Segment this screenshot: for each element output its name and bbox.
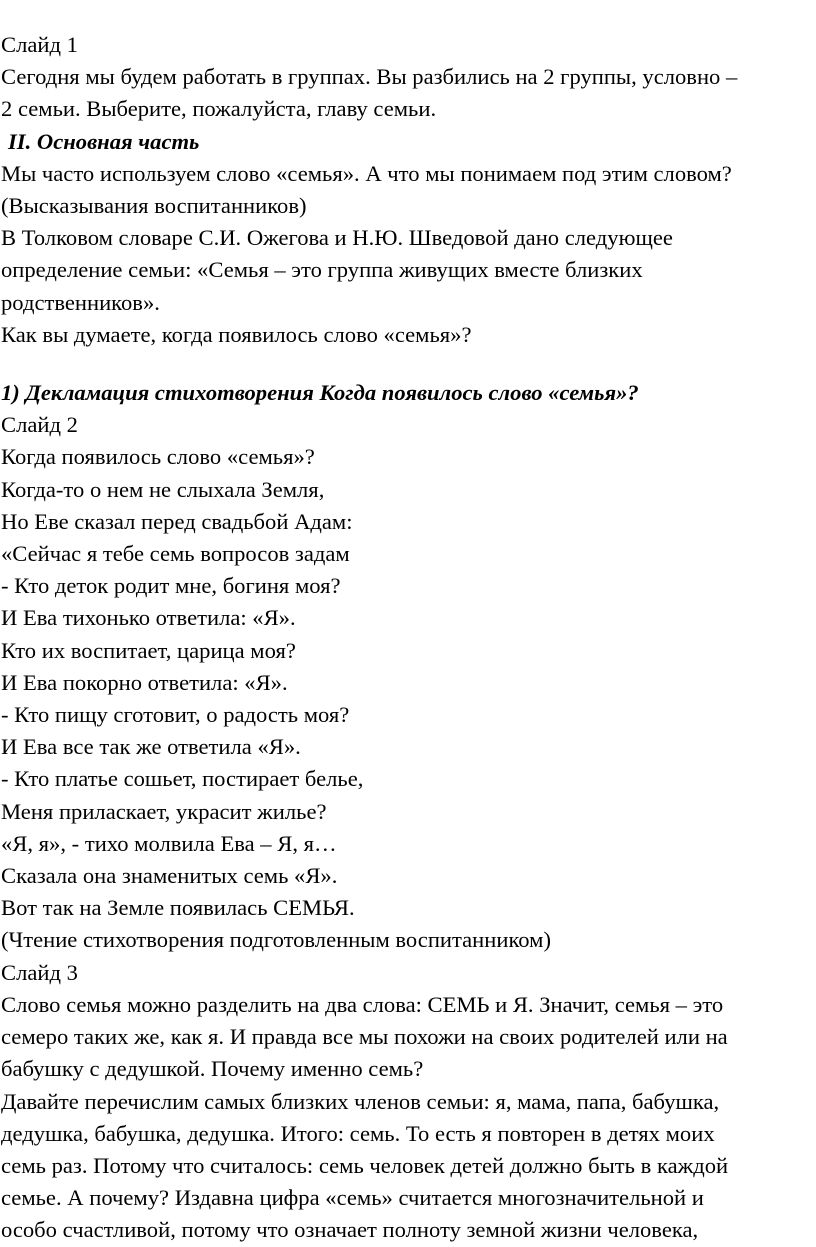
main-text-line: Мы часто используем слово «семья». А что мы понимаем под этим словом? (1, 160, 732, 186)
poem-line: И Ева покорно ответила: «Я». (1, 669, 288, 695)
slide-3-label: Слайд 3 (1, 959, 78, 985)
intro-line: Сегодня мы будем работать в группах. Вы разбились на 2 группы, условно – (1, 64, 738, 90)
paragraph-gap (0, 351, 816, 377)
poem-line: Вот так на Земле появилась СЕМЬЯ. (1, 895, 355, 921)
poem-line: «Я, я», - тихо молвила Ева – Я, я… (1, 830, 337, 856)
poem-line: И Ева тихонько ответила: «Я». (1, 605, 296, 631)
poem-line: Сказала она знаменитых семь «Я». (1, 863, 338, 889)
main-text-line: родственников». (1, 289, 160, 315)
slide-3-text-line: бабушку с дедушкой. Почему именно семь? (1, 1056, 424, 1082)
slide-3-text-line: дедушка, бабушка, дедушка. Итого: семь. То есть я повторен в детях моих (1, 1120, 715, 1146)
poem-line: Меня приласкает, украсит жилье? (1, 798, 327, 824)
slide-3-text-line: Давайте перечислим самых близких членов семьи: я, мама, папа, бабушка, (1, 1088, 720, 1114)
slide-3-text-line: особо счастливой, потому что означает полноту земной жизни человека, (1, 1217, 699, 1243)
poem-line: Но Еве сказал перед свадьбой Адам: (1, 508, 353, 534)
poem-heading: 1) Декламация стихотворения Когда появилось слово «семья»? (1, 380, 639, 406)
poem-line: Когда появилось слово «семья»? (1, 444, 315, 470)
poem-line: И Ева все так же ответила «Я». (1, 734, 301, 760)
poem-line: - Кто пищу сготовит, о радость моя? (1, 702, 350, 728)
main-text-line: Как вы думаете, когда появилось слово «семья»? (1, 321, 472, 347)
slide-3-text-line: семь раз. Потому что считалось: семь человек детей должно быть в каждой (1, 1152, 729, 1178)
slide-2-label: Слайд 2 (1, 412, 78, 438)
poem-line: Когда-то о нем не слыхала Земля, (1, 476, 325, 502)
poem-line: - Кто платье сошьет, постирает белье, (1, 766, 364, 792)
slide-3-text-line: Слово семья можно разделить на два слова: СЕМЬ и Я. Значит, семья – это (1, 991, 724, 1017)
slide-3-text-line: семье. А почему? Издавна цифра «семь» считается многозначительной и (1, 1185, 704, 1211)
poem-line: (Чтение стихотворения подготовленным воспитанником) (1, 927, 551, 953)
intro-line: 2 семьи. Выберите, пожалуйста, главу семьи. (1, 96, 437, 122)
main-text-line: (Высказывания воспитанников) (1, 193, 307, 219)
document-page (0, 29, 816, 1247)
main-text-line: определение семьи: «Семья – это группа живущих вместе близких (1, 257, 643, 283)
poem-line: «Сейчас я тебе семь вопросов задам (1, 541, 350, 567)
poem-line: Кто их воспитает, царица моя? (1, 637, 296, 663)
main-text-line: В Толковом словаре С.И. Ожегова и Н.Ю. Шведовой дано следующее (1, 225, 673, 251)
slide-1-label: Слайд 1 (1, 32, 78, 57)
slide-3-text-line: семеро таких же, как я. И правда все мы похожи на своих родителей или на (1, 1024, 728, 1050)
section-heading: II. Основная часть (8, 128, 200, 154)
poem-line: - Кто деток родит мне, богиня моя? (1, 573, 341, 599)
